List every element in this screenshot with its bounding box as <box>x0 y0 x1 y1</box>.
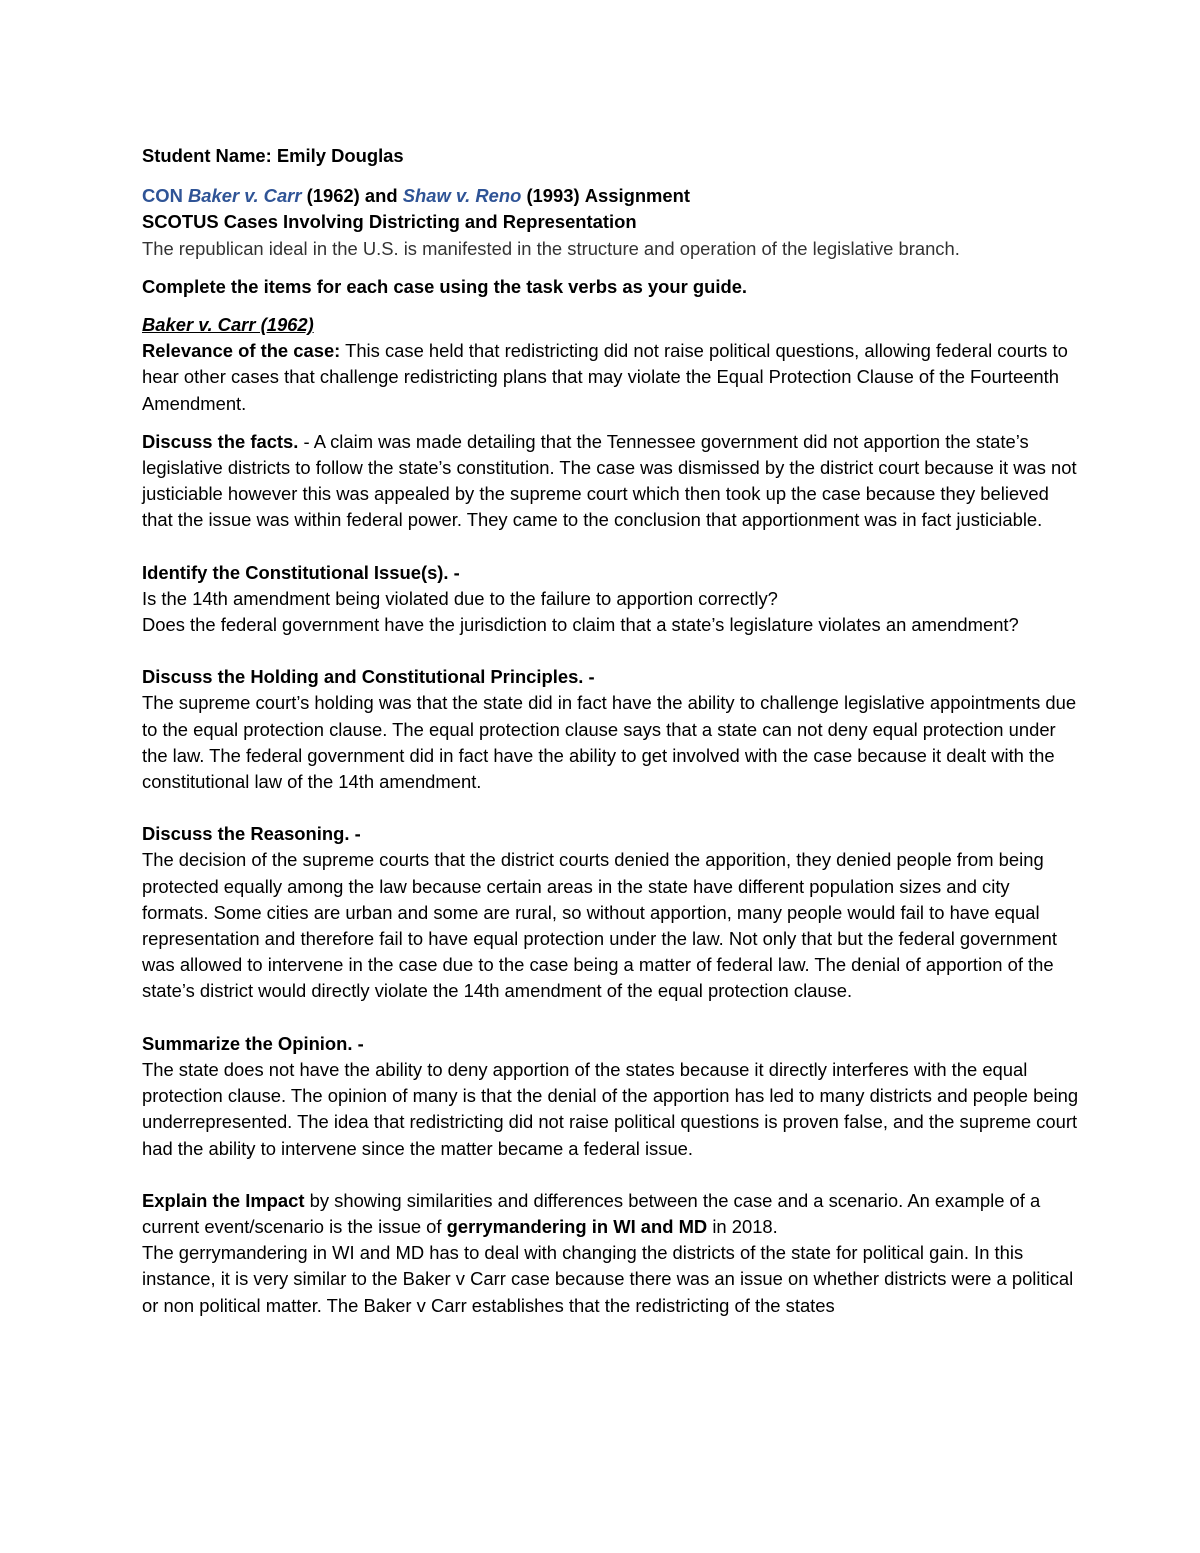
issues-label: Identify the Constitutional Issue(s). - <box>142 561 460 583</box>
impact-prompt-text: by showing similarities and differences between the case and a scenario. An example of a current event/scenario is the issue of <box>142 1189 1041 1237</box>
impact-text: The gerrymandering in WI and MD has to deal with changing the districts of the state for political gain. In this instance, it is very similar to the Baker v Carr case because there was an issue on whether districts were a political or non political matter. The Baker v Carr establishes that the redistricting of the states <box>142 1242 1074 1316</box>
opinion-label: Summarize the Opinion. - <box>142 1032 364 1054</box>
title-joiner: and <box>364 185 398 207</box>
student-name-label: Student Name: <box>142 145 272 166</box>
assignment-suffix: Assignment <box>584 185 690 207</box>
issue-question-2: Does the federal government have the jurisdiction to claim that a state’s legislature violates an amendment? <box>142 614 1019 636</box>
impact-label: Explain the Impact <box>142 1189 305 1211</box>
student-name: Emily Douglas <box>276 145 404 166</box>
opinion-text: The state does not have the ability to deny apportion of the states because it directly interferes with the equal protection clause. The opinion of many is that the denial of the apportion has led to many districts and people being underrepresented. The idea that redistricting did not raise political questions is proven false, and the supreme court had the ability to intervene since the matter became a federal issue. <box>142 1058 1079 1159</box>
holding-label: Discuss the Holding and Constitutional Principles. - <box>142 666 595 688</box>
student-name-line <box>142 143 1080 169</box>
case2-name: Shaw v. Reno <box>402 185 522 207</box>
assignment-title <box>142 183 1080 209</box>
reasoning-text: The decision of the supreme courts that the district courts denied the apporition, they denied people from being protected equally among the law because certain areas in the state have different population sizes and city formats. Some cities are urban and some are rural, so without apportion, many people would fail to have equal representation and therefore fail to have equal protection under the law. Not only that but the federal government was allowed to intervene in the case due to the case being a matter of federal law. The denial of apportion of the state’s district would directly violate the 14th amendment of the equal protection clause. <box>142 849 1058 1002</box>
assignment-instruction: Complete the items for each case using the task verbs as your guide. <box>142 275 748 297</box>
impact-prompt-end: in 2018. <box>712 1215 778 1237</box>
holding-text: The supreme court’s holding was that the state did in fact have the ability to challenge legislative appointments due to the equal protection clause. The equal protection clause says that a state can not deny equal protection under the law. The federal government did in fact have the ability to get involved with the case because it dealt with the constitutional law of the 14th amendment. <box>142 692 1077 793</box>
assignment-prefix: CON <box>142 185 183 207</box>
impact-topic: gerrymandering in WI and MD <box>446 1215 708 1237</box>
case-heading: Baker v. Carr (1962) <box>142 314 314 336</box>
facts-section <box>142 429 1080 534</box>
case1-name: Baker v. Carr <box>188 185 302 207</box>
facts-label: Discuss the facts. <box>142 430 299 452</box>
relevance-label: Relevance of the case: <box>142 340 341 362</box>
reasoning-label: Discuss the Reasoning. - <box>142 823 361 845</box>
assignment-intro: The republican ideal in the U.S. is manifested in the structure and operation of the legislative branch. <box>142 237 960 259</box>
impact-prompt <box>142 1188 1080 1240</box>
relevance-text: This case held that redistricting did not raise political questions, allowing federal courts to hear other cases that challenge redistricting plans that may violate the Equal Protection Clause of the Fourteenth Amendment. <box>142 340 1068 414</box>
relevance-section <box>142 338 1080 417</box>
case1-year: (1962) <box>306 185 360 207</box>
issue-question-1: Is the 14th amendment being violated due to the failure to apportion correctly? <box>142 587 778 609</box>
facts-text: - A claim was made detailing that the Tennessee government did not apportion the state’s legislative districts to follow the state’s constitution. The case was dismissed by the district court because it was not justiciable however this was appealed by the supreme court which then took up the case because they believed that the issue was within federal power. They came to the conclusion that apportionment was in fact justiciable. <box>142 430 1077 531</box>
assignment-subtitle: SCOTUS Cases Involving Districting and Representation <box>142 211 637 233</box>
case2-year: (1993) <box>526 185 580 207</box>
